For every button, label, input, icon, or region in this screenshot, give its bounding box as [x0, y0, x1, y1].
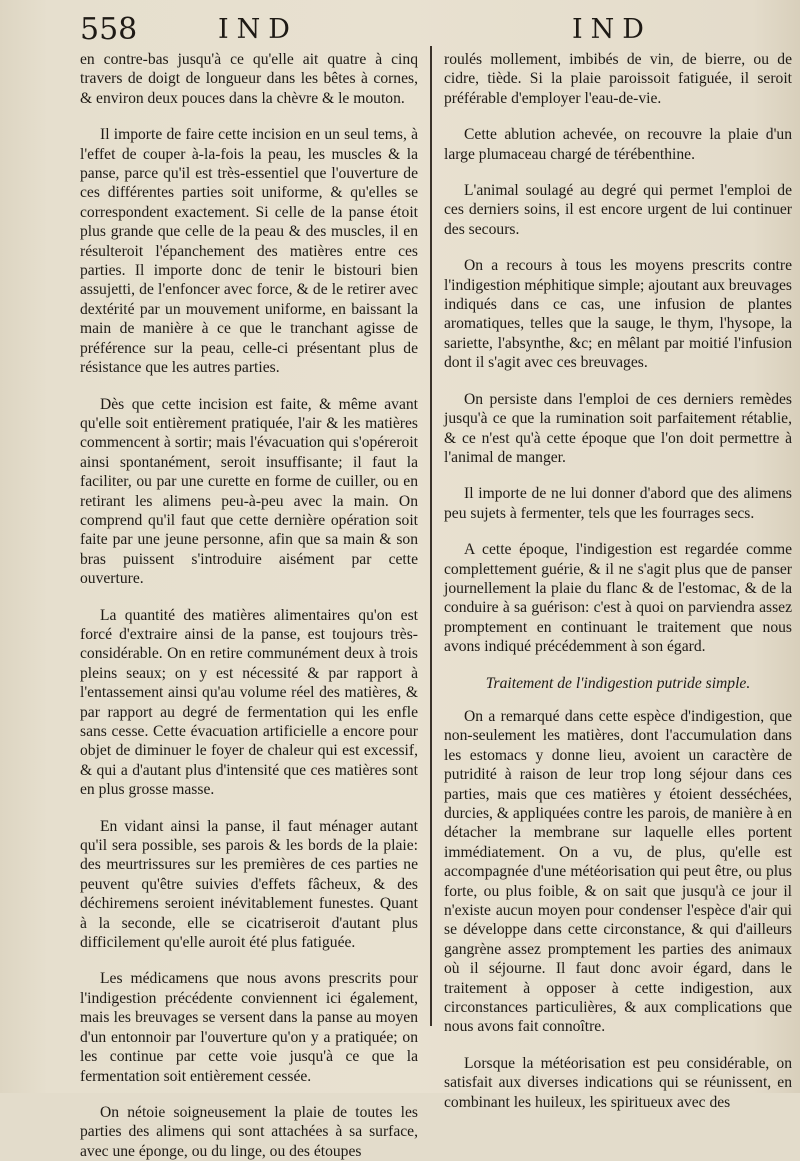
section-heading: Traitement de l'indigestion putride simple. [485, 674, 751, 692]
right-column [444, 50, 792, 1112]
paragraph: Lorsque la météorisation est peu considérable, on satisfait aux diverses indications qui se réunissent, en combinant les huileux, les spiritueux avec des [444, 1054, 792, 1111]
running-head-right: IND [572, 14, 652, 45]
page-header [0, 6, 800, 46]
paragraph: On nétoie soigneusement la plaie de toutes les parties des alimens qui sont attachées à sa surface, avec une éponge, ou du linge, ou des étoupes [80, 1103, 418, 1160]
paragraph: La quantité des matières alimentaires qu'on est forcé d'extraire ainsi de la panse, est toujours très-considérable. On en retire communément deux à trois pleins seaux; on y est nécessité & par rapport à l'entassement ainsi qu'au volume réel des matières, & par rapport au degré de fermentation qui les enfle sans cesse. Cette évacuation artificielle a encore pour objet de diminuer le foyer de chaleur qui est excessif, & qui a d'autant plus d'intensité que ces matières sont en plus grosse masse. [80, 606, 418, 799]
paragraph: En vidant ainsi la panse, il faut ménager autant qu'il sera possible, ses parois & les bords de la plaie: des meurtrissures sur les premières de ces parties ne peuvent qu'être suivies d'effets fâcheux, & des déchiremens seroient inévitablement funestes. Quant à la seconde, elle se cicatriseroit d'autant plus difficilement qu'elle auroit été plus fatiguée. [80, 817, 418, 952]
paragraph: Il importe de faire cette incision en un seul tems, à l'effet de couper à-la-fois la peau, les muscles & la panse, parce qu'il est très-essentiel que l'ouverture de ces différentes parties soit uniforme, & qu'elles se correspondent exactement. Si celle de la panse étoit plus grande que celle de la peau & des muscles, il en résulteroit l'épanchement des matières entre ces parties. Il importe donc de tenir le bistouri bien assujetti, de l'enfoncer avec force, & de le retirer avec dextérité par un mouvement uniforme, en baissant la main de manière à ce que le tranchant agisse de préférence sur la peau, celle-ci présentant plus de résistance que les autres parties. [80, 126, 418, 377]
paragraph: L'animal soulagé au degré qui permet l'emploi de ces derniers soins, il est encore urgent de lui continuer des secours. [444, 182, 792, 238]
left-column [80, 50, 418, 1161]
paragraph: en contre-bas jusqu'à ce qu'elle ait quatre à cinq travers de doigt de longueur dans les bêtes à cornes, & environ deux pouces dans la chèvre & le mouton. [80, 51, 418, 107]
paragraph: On persiste dans l'emploi de ces derniers remèdes jusqu'à ce que la rumination soit parfaitement rétablie, & ce n'est qu'à cette époque que l'on doit permettre à l'animal de manger. [444, 390, 792, 466]
paragraph: A cette époque, l'indigestion est regardée comme complettement guérie, & il ne s'agit plus que de panser journellement la plaie du flanc & de l'estomac, & de la conduire à sa guérison: c'est à quoi on parviendra assez promptement en continuant le traitement que nous avons indiqué précédemment à son égard. [444, 541, 792, 656]
column-divider [430, 46, 432, 1026]
paragraph: On a recours à tous les moyens prescrits contre l'indigestion méphitique simple; ajoutant aux breuvages indiqués dans ce cas, une infusion de plantes aromatiques, telles que la sauge, le thym, l'hysope, la sariette, l'absynthe, &c; en mêlant par moitié l'infusion dont il s'agit avec ces breuvages. [444, 257, 792, 372]
paragraph: Les médicamens que nous avons prescrits pour l'indigestion précédente conviennent ici également, mais les breuvages se versent dans la panse au moyen d'un entonnoir par l'ouverture qu'on y a pratiquée; on les continue par cette voie jusqu'à ce que la fermentation soit entièrement cessée. [80, 970, 418, 1085]
paragraph: Dès que cette incision est faite, & même avant qu'elle soit entièrement pratiquée, l'air & les matières commencent à sortir; mais l'évacuation qui s'opéreroit ainsi spontanément, seroit insuffisante; il faut la faciliter, ou par une curette en forme de cuiller, ou en retirant les alimens peu-à-peu avec la main. On comprend qu'il faut que cette dernière opération soit faite par une jeune personne, afin que sa main & son bras puissent s'introduire aisément par cette ouverture. [80, 395, 418, 588]
page-number: 558 [80, 12, 138, 47]
running-head-left: IND [218, 14, 298, 45]
paragraph: On a remarqué dans cette espèce d'indigestion, que non-seulement les matières, dont l'accumulation dans les estomacs y donne lieu, avoient un caractère de putridité à raison de leur trop long séjour dans ces parties, mais que ces matières y étoient desséchées, durcies, & appliquées contre les parois, de manière à en détacher la membrane sur laquelle elles portent immédiatement. On a vu, de plus, qu'elle est accompagnée d'une météorisation qui peut être, ou plus forte, ou plus foible, & on sait que jusqu'à ce jour il n'existe aucun moyen pour condenser l'espèce d'air qui se développe dans cette circonstance, & qui d'ailleurs gangrène assez promptement les parties des animaux où il séjourne. Il faut donc avoir égard, dans le traitement à opposer à cette indigestion, aux circonstances particulières, & aux complications que nous avons fait connoître. [444, 707, 792, 1036]
paragraph: Cette ablution achevée, on recouvre la plaie d'un large plumaceau chargé de térébenthine. [444, 126, 792, 163]
paragraph: Il importe de ne lui donner d'abord que des alimens peu sujets à fermenter, tels que les fourrages secs. [444, 485, 792, 522]
paragraph: roulés mollement, imbibés de vin, de bierre, ou de cidre, tiède. Si la plaie paroissoit fatiguée, il seroit préférable d'employer l'eau-de-vie. [444, 51, 792, 107]
